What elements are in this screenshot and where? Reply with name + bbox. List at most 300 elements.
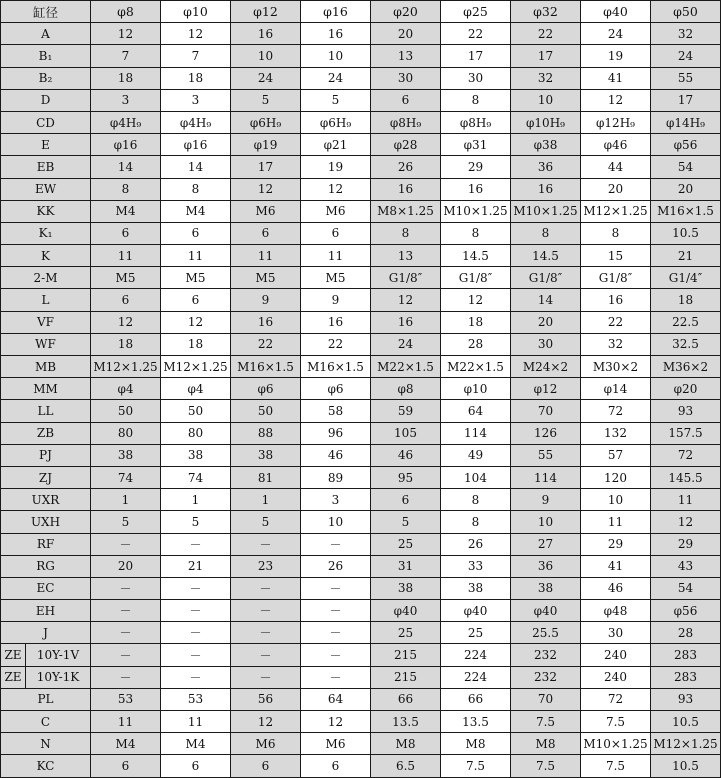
value-cell: 25 [441, 622, 511, 644]
value-cell: － [301, 533, 371, 555]
value-cell: φ8H₉ [441, 111, 511, 133]
value-cell: 41 [581, 67, 651, 89]
value-cell: 26 [441, 533, 511, 555]
value-cell: 74 [91, 466, 161, 488]
value-cell: 12 [91, 23, 161, 45]
value-cell: 5 [231, 89, 301, 111]
table-row [1, 200, 721, 222]
table-row [1, 111, 721, 133]
value-cell: 26 [301, 555, 371, 577]
value-cell: 50 [161, 400, 231, 422]
value-cell: 8 [441, 489, 511, 511]
value-cell: 30 [371, 67, 441, 89]
value-cell: 13 [371, 245, 441, 267]
value-cell: 24 [371, 333, 441, 355]
value-cell: 12 [301, 178, 371, 200]
value-cell: φ14 [581, 378, 651, 400]
value-cell: M6 [301, 200, 371, 222]
value-cell: 12 [371, 289, 441, 311]
bore-header-cell: φ25 [441, 1, 511, 23]
value-cell: 19 [301, 156, 371, 178]
value-cell: 88 [231, 422, 301, 444]
value-cell: 6 [301, 222, 371, 244]
row-label-cell: ZJ [1, 466, 91, 488]
table-row [1, 311, 721, 333]
value-cell: 224 [441, 644, 511, 666]
value-cell: 17 [651, 89, 721, 111]
row-label-cell: PJ [1, 444, 91, 466]
value-cell: － [161, 622, 231, 644]
row-label-cell: C [1, 711, 91, 733]
value-cell: φ10H₉ [511, 111, 581, 133]
value-cell: 44 [581, 156, 651, 178]
value-cell: M4 [91, 733, 161, 755]
value-cell: 5 [231, 511, 301, 533]
value-cell: 24 [231, 67, 301, 89]
value-cell: 11 [581, 511, 651, 533]
value-cell: 66 [441, 688, 511, 710]
value-cell: φ4 [91, 378, 161, 400]
value-cell: φ16 [91, 134, 161, 156]
value-cell: 3 [161, 89, 231, 111]
value-cell: φ46 [581, 134, 651, 156]
row-label-cell: E [1, 134, 91, 156]
value-cell: 22 [441, 23, 511, 45]
value-cell: － [91, 622, 161, 644]
value-cell: 57 [581, 444, 651, 466]
value-cell: 14 [161, 156, 231, 178]
value-cell: － [231, 577, 301, 599]
value-cell: 11 [161, 245, 231, 267]
value-cell: φ14H₉ [651, 111, 721, 133]
value-cell: 12 [231, 178, 301, 200]
bore-header-cell: φ32 [511, 1, 581, 23]
value-cell: 12 [161, 23, 231, 45]
value-cell: 14.5 [511, 245, 581, 267]
value-cell: 55 [651, 67, 721, 89]
value-cell: 7.5 [441, 755, 511, 777]
bore-header-label: 缸径 [1, 1, 91, 23]
table-row [1, 267, 721, 289]
value-cell: 14 [91, 156, 161, 178]
value-cell: 15 [581, 245, 651, 267]
value-cell: M16×1.5 [651, 200, 721, 222]
table-row [1, 45, 721, 67]
value-cell: 145.5 [651, 466, 721, 488]
value-cell: M36×2 [651, 356, 721, 378]
value-cell: 11 [651, 489, 721, 511]
value-cell: 7.5 [511, 755, 581, 777]
value-cell: 96 [301, 422, 371, 444]
value-cell: 224 [441, 666, 511, 688]
value-cell: 70 [511, 400, 581, 422]
value-cell: 10 [511, 511, 581, 533]
value-cell: φ6 [231, 378, 301, 400]
row-label-cell: LL [1, 400, 91, 422]
table-row [1, 400, 721, 422]
row-label-cell: 2-M [1, 267, 91, 289]
value-cell: 10 [511, 89, 581, 111]
value-cell: － [301, 644, 371, 666]
value-cell: M6 [231, 200, 301, 222]
value-cell: 20 [651, 178, 721, 200]
value-cell: 95 [371, 466, 441, 488]
value-cell: 16 [511, 178, 581, 200]
value-cell: 16 [371, 178, 441, 200]
value-cell: 17 [231, 156, 301, 178]
value-cell: 7.5 [581, 755, 651, 777]
value-cell: 16 [301, 311, 371, 333]
value-cell: 24 [581, 23, 651, 45]
value-cell: 20 [581, 178, 651, 200]
value-cell: 13.5 [371, 711, 441, 733]
table-row [1, 156, 721, 178]
value-cell: 10 [231, 45, 301, 67]
value-cell: 12 [441, 289, 511, 311]
value-cell: 24 [651, 45, 721, 67]
table-row [1, 422, 721, 444]
value-cell: 8 [511, 222, 581, 244]
value-cell: φ6 [301, 378, 371, 400]
row-label-cell: MM [1, 378, 91, 400]
value-cell: 93 [651, 688, 721, 710]
value-cell: M6 [231, 733, 301, 755]
table-row [1, 134, 721, 156]
value-cell: 215 [371, 644, 441, 666]
table-row [1, 67, 721, 89]
value-cell: － [301, 666, 371, 688]
value-cell: － [231, 644, 301, 666]
row-label-cell: N [1, 733, 91, 755]
value-cell: 18 [161, 333, 231, 355]
value-cell: G1/8″ [371, 267, 441, 289]
value-cell: 50 [91, 400, 161, 422]
bore-header-cell: φ20 [371, 1, 441, 23]
value-cell: 80 [91, 422, 161, 444]
value-cell: 27 [511, 533, 581, 555]
row-label-cell: KC [1, 755, 91, 777]
value-cell: 22 [581, 311, 651, 333]
value-cell: 9 [231, 289, 301, 311]
value-cell: 25.5 [511, 622, 581, 644]
value-cell: φ40 [441, 600, 511, 622]
value-cell: φ28 [371, 134, 441, 156]
table-row [1, 178, 721, 200]
value-cell: φ38 [511, 134, 581, 156]
value-cell: 6 [91, 289, 161, 311]
bore-header-cell: φ8 [91, 1, 161, 23]
value-cell: 20 [511, 311, 581, 333]
value-cell: 46 [581, 577, 651, 599]
value-cell: φ4H₉ [161, 111, 231, 133]
value-cell: M30×2 [581, 356, 651, 378]
value-cell: 22 [511, 23, 581, 45]
value-cell: 12 [91, 311, 161, 333]
value-cell: 11 [301, 245, 371, 267]
value-cell: 29 [651, 533, 721, 555]
value-cell: 32 [581, 333, 651, 355]
value-cell: φ12H₉ [581, 111, 651, 133]
value-cell: 240 [581, 644, 651, 666]
row-label-cell: B₂ [1, 67, 91, 89]
value-cell: 38 [161, 444, 231, 466]
value-cell: 12 [301, 711, 371, 733]
value-cell: M4 [91, 200, 161, 222]
value-cell: φ48 [581, 600, 651, 622]
row-label-cell: PL [1, 688, 91, 710]
value-cell: 18 [91, 67, 161, 89]
value-cell: 232 [511, 644, 581, 666]
value-cell: φ16 [161, 134, 231, 156]
value-cell: 8 [581, 222, 651, 244]
value-cell: 74 [161, 466, 231, 488]
value-cell: 7.5 [511, 711, 581, 733]
value-cell: 8 [441, 511, 511, 533]
value-cell: 17 [441, 45, 511, 67]
value-cell: 14 [511, 289, 581, 311]
value-cell: 240 [581, 666, 651, 688]
bore-header-cell: φ50 [651, 1, 721, 23]
value-cell: M10×1.25 [581, 733, 651, 755]
value-cell: 3 [91, 89, 161, 111]
value-cell: 72 [651, 444, 721, 466]
value-cell: 283 [651, 644, 721, 666]
row-label-cell: J [1, 622, 91, 644]
value-cell: φ6H₉ [231, 111, 301, 133]
value-cell: － [91, 666, 161, 688]
value-cell: 232 [511, 666, 581, 688]
value-cell: 38 [91, 444, 161, 466]
value-cell: φ12 [511, 378, 581, 400]
value-cell: － [301, 600, 371, 622]
value-cell: 8 [91, 178, 161, 200]
value-cell: 1 [161, 489, 231, 511]
value-cell: 1 [231, 489, 301, 511]
value-cell: 6 [161, 222, 231, 244]
value-cell: 12 [161, 311, 231, 333]
value-cell: 30 [581, 622, 651, 644]
row-label-cell: EC [1, 577, 91, 599]
value-cell: 11 [161, 711, 231, 733]
row-label-cell: D [1, 89, 91, 111]
value-cell: 66 [371, 688, 441, 710]
value-cell: 132 [581, 422, 651, 444]
value-cell: 5 [371, 511, 441, 533]
table-row [1, 555, 721, 577]
row-label-cell: ZB [1, 422, 91, 444]
table-row [1, 378, 721, 400]
value-cell: － [91, 600, 161, 622]
value-cell: 28 [441, 333, 511, 355]
value-cell: － [161, 577, 231, 599]
value-cell: M16×1.5 [231, 356, 301, 378]
row-label-cell: K [1, 245, 91, 267]
value-cell: 21 [161, 555, 231, 577]
table-row [1, 733, 721, 755]
value-cell: － [161, 600, 231, 622]
value-cell: 56 [231, 688, 301, 710]
value-cell: φ8H₉ [371, 111, 441, 133]
value-cell: 157.5 [651, 422, 721, 444]
value-cell: M8 [371, 733, 441, 755]
value-cell: 70 [511, 688, 581, 710]
value-cell: 13.5 [441, 711, 511, 733]
table-row [1, 577, 721, 599]
value-cell: 5 [91, 511, 161, 533]
value-cell: M22×1.5 [441, 356, 511, 378]
table-row [1, 222, 721, 244]
value-cell: 104 [441, 466, 511, 488]
value-cell: 30 [441, 67, 511, 89]
value-cell: M5 [91, 267, 161, 289]
value-cell: M8×1.25 [371, 200, 441, 222]
table-row [1, 666, 721, 688]
value-cell: 32.5 [651, 333, 721, 355]
value-cell: 18 [161, 67, 231, 89]
value-cell: M5 [231, 267, 301, 289]
table-row [1, 688, 721, 710]
row-label-text: 10Y-1V [36, 648, 80, 663]
value-cell: 18 [651, 289, 721, 311]
value-cell: M4 [161, 733, 231, 755]
table-row [1, 644, 721, 666]
value-cell: 114 [441, 422, 511, 444]
table-row [1, 356, 721, 378]
value-cell: － [301, 577, 371, 599]
value-cell: 13 [371, 45, 441, 67]
value-cell: G1/8″ [511, 267, 581, 289]
value-cell: 9 [511, 489, 581, 511]
row-label-cell: CD [1, 111, 91, 133]
row-label-cell: EB [1, 156, 91, 178]
value-cell: － [161, 644, 231, 666]
value-cell: φ56 [651, 134, 721, 156]
value-cell: 16 [301, 23, 371, 45]
row-label-cell: KK [1, 200, 91, 222]
value-cell: 19 [581, 45, 651, 67]
value-cell: 59 [371, 400, 441, 422]
value-cell: 10 [581, 489, 651, 511]
value-cell: 72 [581, 688, 651, 710]
value-cell: 6 [161, 755, 231, 777]
value-cell: M6 [301, 733, 371, 755]
value-cell: M8 [511, 733, 581, 755]
value-cell: 12 [231, 711, 301, 733]
row-label-cell: UXR [1, 489, 91, 511]
row-label-cell: B₁ [1, 45, 91, 67]
value-cell: 6 [371, 489, 441, 511]
row-label-cell: K₁ [1, 222, 91, 244]
value-cell: φ21 [301, 134, 371, 156]
row-label-cell [1, 644, 91, 666]
value-cell: 26 [371, 156, 441, 178]
value-cell: 72 [581, 400, 651, 422]
value-cell: 8 [371, 222, 441, 244]
value-cell: M12×1.25 [581, 200, 651, 222]
value-cell: 53 [91, 688, 161, 710]
value-cell: 24 [301, 67, 371, 89]
value-cell: 16 [371, 311, 441, 333]
value-cell: 54 [651, 577, 721, 599]
value-cell: 6 [91, 755, 161, 777]
value-cell: φ40 [371, 600, 441, 622]
value-cell: 80 [161, 422, 231, 444]
value-cell: 93 [651, 400, 721, 422]
table-row [1, 511, 721, 533]
value-cell: φ4 [161, 378, 231, 400]
value-cell: 1 [91, 489, 161, 511]
value-cell: φ40 [511, 600, 581, 622]
value-cell: M10×1.25 [441, 200, 511, 222]
value-cell: 12 [581, 89, 651, 111]
value-cell: 18 [441, 311, 511, 333]
value-cell: 114 [511, 466, 581, 488]
table-row [1, 466, 721, 488]
row-label-prefix: ZE [1, 644, 26, 665]
value-cell: φ19 [231, 134, 301, 156]
row-label-cell: EH [1, 600, 91, 622]
value-cell: M24×2 [511, 356, 581, 378]
value-cell: 8 [441, 222, 511, 244]
value-cell: M4 [161, 200, 231, 222]
value-cell: φ10 [441, 378, 511, 400]
value-cell: 58 [301, 400, 371, 422]
row-label-cell: UXH [1, 511, 91, 533]
value-cell: 18 [91, 333, 161, 355]
value-cell: M22×1.5 [371, 356, 441, 378]
value-cell: 16 [231, 311, 301, 333]
table-row [1, 600, 721, 622]
value-cell: 8 [441, 89, 511, 111]
value-cell: － [91, 533, 161, 555]
value-cell: φ56 [651, 600, 721, 622]
header-row [1, 1, 721, 23]
value-cell: 7 [161, 45, 231, 67]
row-label-cell: A [1, 23, 91, 45]
value-cell: 6 [231, 755, 301, 777]
value-cell: － [301, 622, 371, 644]
value-cell: － [231, 622, 301, 644]
value-cell: M8 [441, 733, 511, 755]
value-cell: 8 [161, 178, 231, 200]
value-cell: 10 [301, 45, 371, 67]
value-cell: 38 [511, 577, 581, 599]
value-cell: 16 [441, 178, 511, 200]
value-cell: 41 [581, 555, 651, 577]
value-cell: M5 [161, 267, 231, 289]
row-label-prefix: ZE [1, 667, 26, 688]
row-label-cell: EW [1, 178, 91, 200]
value-cell: 28 [651, 622, 721, 644]
row-label-cell: MB [1, 356, 91, 378]
table-row [1, 444, 721, 466]
value-cell: G1/4″ [651, 267, 721, 289]
value-cell: 11 [91, 711, 161, 733]
value-cell: 43 [651, 555, 721, 577]
value-cell: 14.5 [441, 245, 511, 267]
value-cell: 22 [301, 333, 371, 355]
value-cell: 36 [511, 156, 581, 178]
value-cell: 20 [371, 23, 441, 45]
value-cell: 3 [301, 489, 371, 511]
value-cell: 6.5 [371, 755, 441, 777]
value-cell: 46 [371, 444, 441, 466]
row-label-cell: L [1, 289, 91, 311]
value-cell: 6 [161, 289, 231, 311]
value-cell: 55 [511, 444, 581, 466]
value-cell: 10 [301, 511, 371, 533]
value-cell: 25 [371, 622, 441, 644]
